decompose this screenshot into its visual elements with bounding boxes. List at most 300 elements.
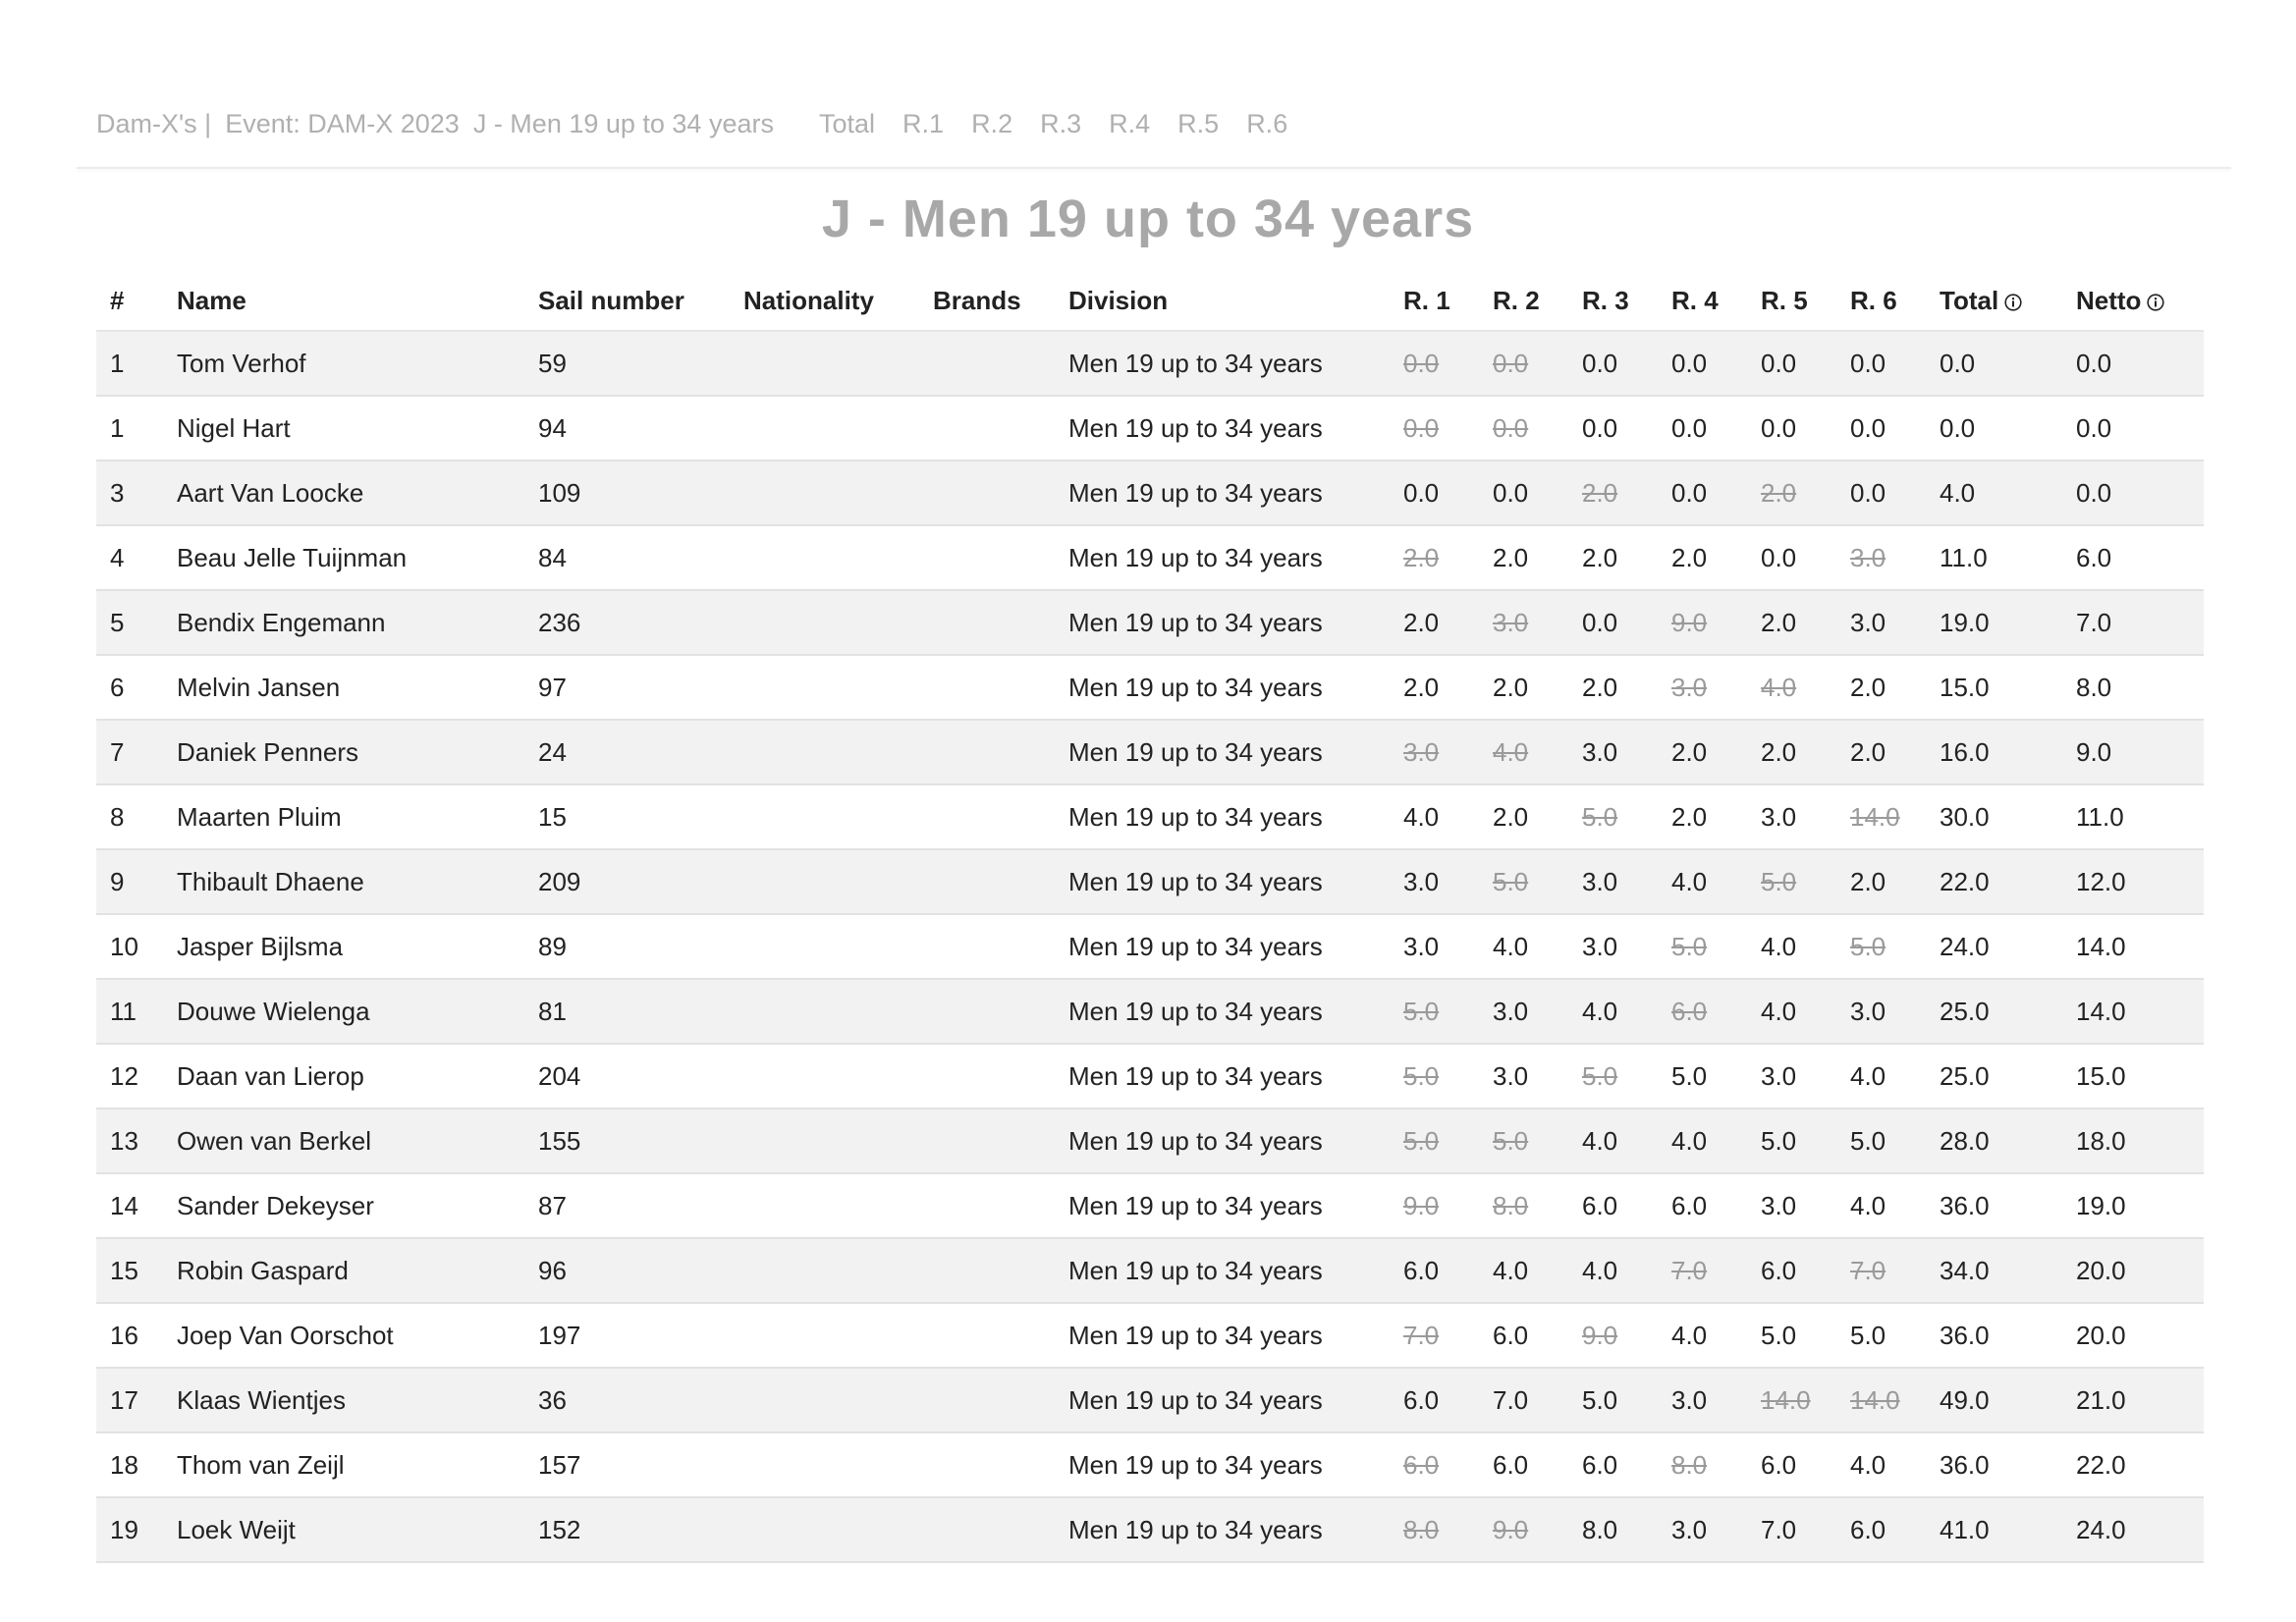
- cell-nationality: [730, 1173, 919, 1238]
- cell-rank: 8: [96, 784, 163, 849]
- nav-division[interactable]: J - Men 19 up to 34 years: [472, 108, 774, 138]
- cell-division: Men 19 up to 34 years: [1055, 396, 1390, 460]
- cell-nationality: [730, 914, 919, 979]
- cell-name: Daniek Penners: [163, 720, 524, 784]
- cell-sail-number: 59: [524, 331, 730, 396]
- cell-total: 25.0: [1926, 1044, 2062, 1108]
- cell-race-1: 2.0: [1390, 590, 1479, 655]
- cell-race-1: 6.0: [1390, 1238, 1479, 1303]
- cell-total: 34.0: [1926, 1238, 2062, 1303]
- cell-sail-number: 81: [524, 979, 730, 1044]
- cell-race-6: 4.0: [1836, 1433, 1926, 1497]
- cell-race-4: 5.0: [1658, 914, 1747, 979]
- cell-race-4: 7.0: [1658, 1238, 1747, 1303]
- cell-race-3: 2.0: [1568, 655, 1658, 720]
- cell-sail-number: 236: [524, 590, 730, 655]
- cell-name: Sander Dekeyser: [163, 1173, 524, 1238]
- cell-race-2: 2.0: [1479, 655, 1568, 720]
- cell-nationality: [730, 331, 919, 396]
- header-nationality[interactable]: Nationality: [730, 271, 919, 331]
- cell-rank: 10: [96, 914, 163, 979]
- cell-race-6: 14.0: [1836, 1368, 1926, 1433]
- cell-race-6: 5.0: [1836, 1108, 1926, 1173]
- cell-rank: 15: [96, 1238, 163, 1303]
- cell-division: Men 19 up to 34 years: [1055, 1173, 1390, 1238]
- cell-sail-number: 84: [524, 525, 730, 590]
- table-row[interactable]: [96, 460, 2204, 525]
- cell-sail-number: 155: [524, 1108, 730, 1173]
- header-r6[interactable]: R. 6: [1836, 271, 1926, 331]
- cell-race-2: 2.0: [1479, 525, 1568, 590]
- cell-rank: 12: [96, 1044, 163, 1108]
- cell-race-1: 2.0: [1390, 525, 1479, 590]
- cell-race-3: 0.0: [1568, 331, 1658, 396]
- cell-race-3: 6.0: [1568, 1433, 1658, 1497]
- cell-name: Loek Weijt: [163, 1497, 524, 1562]
- cell-name: Tom Verhof: [163, 331, 524, 396]
- cell-division: Men 19 up to 34 years: [1055, 590, 1390, 655]
- cell-name: Douwe Wielenga: [163, 979, 524, 1044]
- cell-race-6: 4.0: [1836, 1044, 1926, 1108]
- cell-race-3: 5.0: [1568, 1044, 1658, 1108]
- cell-race-1: 0.0: [1390, 331, 1479, 396]
- cell-brands: [919, 1108, 1055, 1173]
- table-row[interactable]: [96, 1044, 2204, 1108]
- cell-name: Thibault Dhaene: [163, 849, 524, 914]
- cell-race-5: 3.0: [1747, 1044, 1836, 1108]
- cell-race-2: 3.0: [1479, 590, 1568, 655]
- cell-race-4: 6.0: [1658, 1173, 1747, 1238]
- top-nav: [96, 102, 1315, 145]
- header-netto-label: Netto: [2076, 285, 2142, 315]
- cell-race-5: 7.0: [1747, 1497, 1836, 1562]
- cell-brands: [919, 1368, 1055, 1433]
- cell-race-1: 7.0: [1390, 1303, 1479, 1368]
- cell-sail-number: 152: [524, 1497, 730, 1562]
- cell-nationality: [730, 1368, 919, 1433]
- cell-race-1: 0.0: [1390, 396, 1479, 460]
- header-netto[interactable]: [2062, 271, 2204, 331]
- nav-link-total[interactable]: Total: [818, 108, 876, 138]
- cell-race-5: 0.0: [1747, 331, 1836, 396]
- cell-race-2: 0.0: [1479, 396, 1568, 460]
- cell-race-2: 9.0: [1479, 1497, 1568, 1562]
- cell-brands: [919, 655, 1055, 720]
- cell-race-3: 9.0: [1568, 1303, 1658, 1368]
- cell-race-6: 5.0: [1836, 914, 1926, 979]
- table-row[interactable]: [96, 525, 2204, 590]
- cell-race-6: 4.0: [1836, 1173, 1926, 1238]
- cell-sail-number: 209: [524, 849, 730, 914]
- cell-name: Beau Jelle Tuijnman: [163, 525, 524, 590]
- cell-netto: 0.0: [2062, 396, 2204, 460]
- cell-race-2: 5.0: [1479, 1108, 1568, 1173]
- cell-race-1: 9.0: [1390, 1173, 1479, 1238]
- cell-race-3: 3.0: [1568, 849, 1658, 914]
- cell-race-4: 0.0: [1658, 396, 1747, 460]
- cell-division: Men 19 up to 34 years: [1055, 1238, 1390, 1303]
- cell-total: 24.0: [1926, 914, 2062, 979]
- header-sail-number[interactable]: Sail number: [524, 271, 730, 331]
- cell-name: Thom van Zeijl: [163, 1433, 524, 1497]
- cell-division: Men 19 up to 34 years: [1055, 1303, 1390, 1368]
- cell-race-6: 3.0: [1836, 525, 1926, 590]
- cell-race-1: 5.0: [1390, 1044, 1479, 1108]
- info-icon[interactable]: [2147, 294, 2164, 311]
- cell-race-5: 2.0: [1747, 720, 1836, 784]
- header-rank[interactable]: #: [96, 271, 163, 331]
- cell-sail-number: 89: [524, 914, 730, 979]
- cell-race-3: 2.0: [1568, 460, 1658, 525]
- table-row[interactable]: [96, 784, 2204, 849]
- cell-race-4: 0.0: [1658, 331, 1747, 396]
- cell-netto: 21.0: [2062, 1368, 2204, 1433]
- cell-total: 0.0: [1926, 396, 2062, 460]
- table-row[interactable]: [96, 655, 2204, 720]
- cell-race-2: 4.0: [1479, 720, 1568, 784]
- cell-division: Men 19 up to 34 years: [1055, 655, 1390, 720]
- cell-race-3: 8.0: [1568, 1497, 1658, 1562]
- cell-sail-number: 24: [524, 720, 730, 784]
- cell-nationality: [730, 655, 919, 720]
- cell-rank: 3: [96, 460, 163, 525]
- cell-race-1: 6.0: [1390, 1368, 1479, 1433]
- cell-race-2: 7.0: [1479, 1368, 1568, 1433]
- cell-race-2: 6.0: [1479, 1303, 1568, 1368]
- cell-race-3: 4.0: [1568, 1238, 1658, 1303]
- cell-brands: [919, 979, 1055, 1044]
- cell-race-5: 4.0: [1747, 655, 1836, 720]
- cell-race-4: 2.0: [1658, 525, 1747, 590]
- cell-race-2: 3.0: [1479, 979, 1568, 1044]
- cell-total: 11.0: [1926, 525, 2062, 590]
- cell-nationality: [730, 784, 919, 849]
- table-row[interactable]: [96, 590, 2204, 655]
- nav-link-r4[interactable]: R.4: [1109, 108, 1151, 138]
- cell-nationality: [730, 849, 919, 914]
- cell-race-1: 6.0: [1390, 1433, 1479, 1497]
- cell-race-5: 3.0: [1747, 1173, 1836, 1238]
- nav-link-r5[interactable]: R.5: [1177, 108, 1220, 138]
- cell-name: Jasper Bijlsma: [163, 914, 524, 979]
- cell-race-3: 0.0: [1568, 396, 1658, 460]
- results-body: [96, 331, 2204, 1562]
- cell-nationality: [730, 396, 919, 460]
- cell-netto: 14.0: [2062, 914, 2204, 979]
- cell-race-3: 4.0: [1568, 1108, 1658, 1173]
- cell-nationality: [730, 979, 919, 1044]
- cell-division: Men 19 up to 34 years: [1055, 720, 1390, 784]
- cell-race-2: 2.0: [1479, 784, 1568, 849]
- cell-race-2: 4.0: [1479, 1238, 1568, 1303]
- header-division[interactable]: Division: [1055, 271, 1390, 331]
- cell-race-6: 2.0: [1836, 720, 1926, 784]
- cell-race-5: 5.0: [1747, 1108, 1836, 1173]
- cell-race-6: 14.0: [1836, 784, 1926, 849]
- cell-total: 25.0: [1926, 979, 2062, 1044]
- cell-netto: 20.0: [2062, 1303, 2204, 1368]
- cell-race-6: 3.0: [1836, 979, 1926, 1044]
- cell-name: Daan van Lierop: [163, 1044, 524, 1108]
- cell-nationality: [730, 525, 919, 590]
- table-row[interactable]: [96, 1303, 2204, 1368]
- cell-race-5: 5.0: [1747, 849, 1836, 914]
- nav-link-r6[interactable]: R.6: [1246, 108, 1288, 138]
- header-r3[interactable]: R. 3: [1568, 271, 1658, 331]
- cell-race-4: 2.0: [1658, 784, 1747, 849]
- results-table: [96, 271, 2204, 1563]
- cell-race-1: 3.0: [1390, 720, 1479, 784]
- cell-race-4: 3.0: [1658, 1368, 1747, 1433]
- cell-total: 16.0: [1926, 720, 2062, 784]
- cell-race-2: 5.0: [1479, 849, 1568, 914]
- table-row[interactable]: [96, 1108, 2204, 1173]
- cell-race-4: 6.0: [1658, 979, 1747, 1044]
- cell-brands: [919, 525, 1055, 590]
- cell-race-5: 3.0: [1747, 784, 1836, 849]
- cell-race-3: 3.0: [1568, 720, 1658, 784]
- cell-race-2: 8.0: [1479, 1173, 1568, 1238]
- cell-total: 49.0: [1926, 1368, 2062, 1433]
- cell-nationality: [730, 1433, 919, 1497]
- cell-nationality: [730, 1238, 919, 1303]
- cell-name: Owen van Berkel: [163, 1108, 524, 1173]
- cell-race-3: 5.0: [1568, 1368, 1658, 1433]
- page-title: J - Men 19 up to 34 years: [821, 189, 1475, 248]
- cell-rank: 9: [96, 849, 163, 914]
- cell-race-4: 9.0: [1658, 590, 1747, 655]
- cell-name: Robin Gaspard: [163, 1238, 524, 1303]
- cell-race-4: 0.0: [1658, 460, 1747, 525]
- cell-race-4: 8.0: [1658, 1433, 1747, 1497]
- cell-brands: [919, 720, 1055, 784]
- cell-sail-number: 157: [524, 1433, 730, 1497]
- cell-brands: [919, 1044, 1055, 1108]
- cell-name: Melvin Jansen: [163, 655, 524, 720]
- cell-race-1: 4.0: [1390, 784, 1479, 849]
- header-r1[interactable]: R. 1: [1390, 271, 1479, 331]
- header-r5[interactable]: R. 5: [1747, 271, 1836, 331]
- cell-brands: [919, 914, 1055, 979]
- cell-division: Men 19 up to 34 years: [1055, 525, 1390, 590]
- cell-netto: 15.0: [2062, 1044, 2204, 1108]
- nav-event[interactable]: Event: DAM-X 2023: [225, 108, 460, 138]
- cell-sail-number: 97: [524, 655, 730, 720]
- header-brands[interactable]: Brands: [919, 271, 1055, 331]
- cell-nationality: [730, 460, 919, 525]
- info-icon[interactable]: [2004, 294, 2022, 311]
- cell-netto: 7.0: [2062, 590, 2204, 655]
- cell-sail-number: 15: [524, 784, 730, 849]
- cell-brands: [919, 460, 1055, 525]
- cell-race-2: 0.0: [1479, 460, 1568, 525]
- cell-netto: 14.0: [2062, 979, 2204, 1044]
- table-row[interactable]: [96, 1368, 2204, 1433]
- cell-division: Men 19 up to 34 years: [1055, 1368, 1390, 1433]
- cell-division: Men 19 up to 34 years: [1055, 1497, 1390, 1562]
- header-total[interactable]: [1926, 271, 2062, 331]
- cell-rank: 1: [96, 331, 163, 396]
- cell-race-6: 6.0: [1836, 1497, 1926, 1562]
- cell-division: Men 19 up to 34 years: [1055, 1433, 1390, 1497]
- cell-sail-number: 94: [524, 396, 730, 460]
- table-row[interactable]: [96, 331, 2204, 396]
- cell-total: 36.0: [1926, 1303, 2062, 1368]
- cell-race-3: 3.0: [1568, 914, 1658, 979]
- table-row[interactable]: [96, 849, 2204, 914]
- cell-race-5: 0.0: [1747, 396, 1836, 460]
- cell-brands: [919, 1173, 1055, 1238]
- cell-race-4: 4.0: [1658, 1303, 1747, 1368]
- cell-netto: 19.0: [2062, 1173, 2204, 1238]
- cell-brands: [919, 1238, 1055, 1303]
- cell-netto: 6.0: [2062, 525, 2204, 590]
- cell-race-3: 4.0: [1568, 979, 1658, 1044]
- cell-netto: 9.0: [2062, 720, 2204, 784]
- table-row[interactable]: [96, 396, 2204, 460]
- cell-nationality: [730, 720, 919, 784]
- cell-race-1: 5.0: [1390, 1108, 1479, 1173]
- table-row[interactable]: [96, 1173, 2204, 1238]
- cell-race-5: 2.0: [1747, 460, 1836, 525]
- cell-name: Nigel Hart: [163, 396, 524, 460]
- cell-race-4: 4.0: [1658, 849, 1747, 914]
- cell-netto: 24.0: [2062, 1497, 2204, 1562]
- cell-netto: 11.0: [2062, 784, 2204, 849]
- cell-race-5: 2.0: [1747, 590, 1836, 655]
- table-row[interactable]: [96, 1238, 2204, 1303]
- cell-total: 36.0: [1926, 1173, 2062, 1238]
- cell-brands: [919, 849, 1055, 914]
- cell-race-6: 5.0: [1836, 1303, 1926, 1368]
- cell-rank: 18: [96, 1433, 163, 1497]
- table-header-row: [96, 271, 2204, 331]
- cell-name: Bendix Engemann: [163, 590, 524, 655]
- cell-race-3: 0.0: [1568, 590, 1658, 655]
- cell-race-2: 6.0: [1479, 1433, 1568, 1497]
- cell-total: 28.0: [1926, 1108, 2062, 1173]
- cell-rank: 17: [96, 1368, 163, 1433]
- cell-total: 30.0: [1926, 784, 2062, 849]
- header-name[interactable]: Name: [163, 271, 524, 331]
- cell-division: Men 19 up to 34 years: [1055, 1044, 1390, 1108]
- header-r4[interactable]: R. 4: [1658, 271, 1747, 331]
- cell-nationality: [730, 1044, 919, 1108]
- cell-race-5: 0.0: [1747, 525, 1836, 590]
- cell-netto: 18.0: [2062, 1108, 2204, 1173]
- cell-division: Men 19 up to 34 years: [1055, 979, 1390, 1044]
- cell-name: Aart Van Loocke: [163, 460, 524, 525]
- nav-link-r2[interactable]: R.2: [971, 108, 1013, 138]
- cell-race-5: 4.0: [1747, 914, 1836, 979]
- cell-division: Men 19 up to 34 years: [1055, 784, 1390, 849]
- cell-rank: 4: [96, 525, 163, 590]
- cell-brands: [919, 1497, 1055, 1562]
- table-row[interactable]: [96, 914, 2204, 979]
- cell-rank: 1: [96, 396, 163, 460]
- cell-division: Men 19 up to 34 years: [1055, 1108, 1390, 1173]
- nav-link-r1[interactable]: R.1: [902, 108, 945, 138]
- cell-division: Men 19 up to 34 years: [1055, 331, 1390, 396]
- cell-race-1: 2.0: [1390, 655, 1479, 720]
- cell-race-1: 8.0: [1390, 1497, 1479, 1562]
- cell-brands: [919, 590, 1055, 655]
- cell-brands: [919, 1303, 1055, 1368]
- cell-nationality: [730, 590, 919, 655]
- cell-race-3: 2.0: [1568, 525, 1658, 590]
- cell-name: Joep Van Oorschot: [163, 1303, 524, 1368]
- cell-race-4: 4.0: [1658, 1108, 1747, 1173]
- cell-race-5: 5.0: [1747, 1303, 1836, 1368]
- cell-race-4: 3.0: [1658, 1497, 1747, 1562]
- table-row[interactable]: [96, 720, 2204, 784]
- cell-nationality: [730, 1497, 919, 1562]
- cell-race-6: 3.0: [1836, 590, 1926, 655]
- cell-race-5: 6.0: [1747, 1238, 1836, 1303]
- cell-rank: 14: [96, 1173, 163, 1238]
- cell-sail-number: 109: [524, 460, 730, 525]
- nav-divider: [77, 167, 2231, 169]
- header-total-label: Total: [1940, 285, 1999, 315]
- cell-division: Men 19 up to 34 years: [1055, 914, 1390, 979]
- cell-race-3: 5.0: [1568, 784, 1658, 849]
- cell-name: Klaas Wientjes: [163, 1368, 524, 1433]
- cell-race-5: 6.0: [1747, 1433, 1836, 1497]
- cell-race-2: 4.0: [1479, 914, 1568, 979]
- nav-brand[interactable]: Dam-X's |: [96, 108, 212, 138]
- cell-sail-number: 204: [524, 1044, 730, 1108]
- cell-brands: [919, 1433, 1055, 1497]
- cell-netto: 0.0: [2062, 460, 2204, 525]
- table-row[interactable]: [96, 1433, 2204, 1497]
- cell-brands: [919, 784, 1055, 849]
- cell-netto: 12.0: [2062, 849, 2204, 914]
- cell-rank: 16: [96, 1303, 163, 1368]
- cell-rank: 5: [96, 590, 163, 655]
- cell-nationality: [730, 1108, 919, 1173]
- cell-total: 22.0: [1926, 849, 2062, 914]
- cell-sail-number: 87: [524, 1173, 730, 1238]
- table-row[interactable]: [96, 979, 2204, 1044]
- cell-netto: 20.0: [2062, 1238, 2204, 1303]
- header-r2[interactable]: R. 2: [1479, 271, 1568, 331]
- cell-race-5: 14.0: [1747, 1368, 1836, 1433]
- cell-netto: 8.0: [2062, 655, 2204, 720]
- cell-rank: 13: [96, 1108, 163, 1173]
- cell-netto: 22.0: [2062, 1433, 2204, 1497]
- cell-race-6: 0.0: [1836, 396, 1926, 460]
- cell-race-5: 4.0: [1747, 979, 1836, 1044]
- cell-total: 0.0: [1926, 331, 2062, 396]
- cell-race-6: 2.0: [1836, 849, 1926, 914]
- cell-race-2: 0.0: [1479, 331, 1568, 396]
- cell-total: 4.0: [1926, 460, 2062, 525]
- cell-total: 19.0: [1926, 590, 2062, 655]
- table-row[interactable]: [96, 1497, 2204, 1562]
- cell-race-3: 6.0: [1568, 1173, 1658, 1238]
- cell-total: 36.0: [1926, 1433, 2062, 1497]
- cell-race-6: 0.0: [1836, 331, 1926, 396]
- cell-division: Men 19 up to 34 years: [1055, 460, 1390, 525]
- cell-race-6: 7.0: [1836, 1238, 1926, 1303]
- cell-race-6: 2.0: [1836, 655, 1926, 720]
- cell-race-1: 3.0: [1390, 914, 1479, 979]
- cell-race-1: 0.0: [1390, 460, 1479, 525]
- cell-sail-number: 36: [524, 1368, 730, 1433]
- cell-division: Men 19 up to 34 years: [1055, 849, 1390, 914]
- cell-race-1: 5.0: [1390, 979, 1479, 1044]
- nav-link-r3[interactable]: R.3: [1040, 108, 1082, 138]
